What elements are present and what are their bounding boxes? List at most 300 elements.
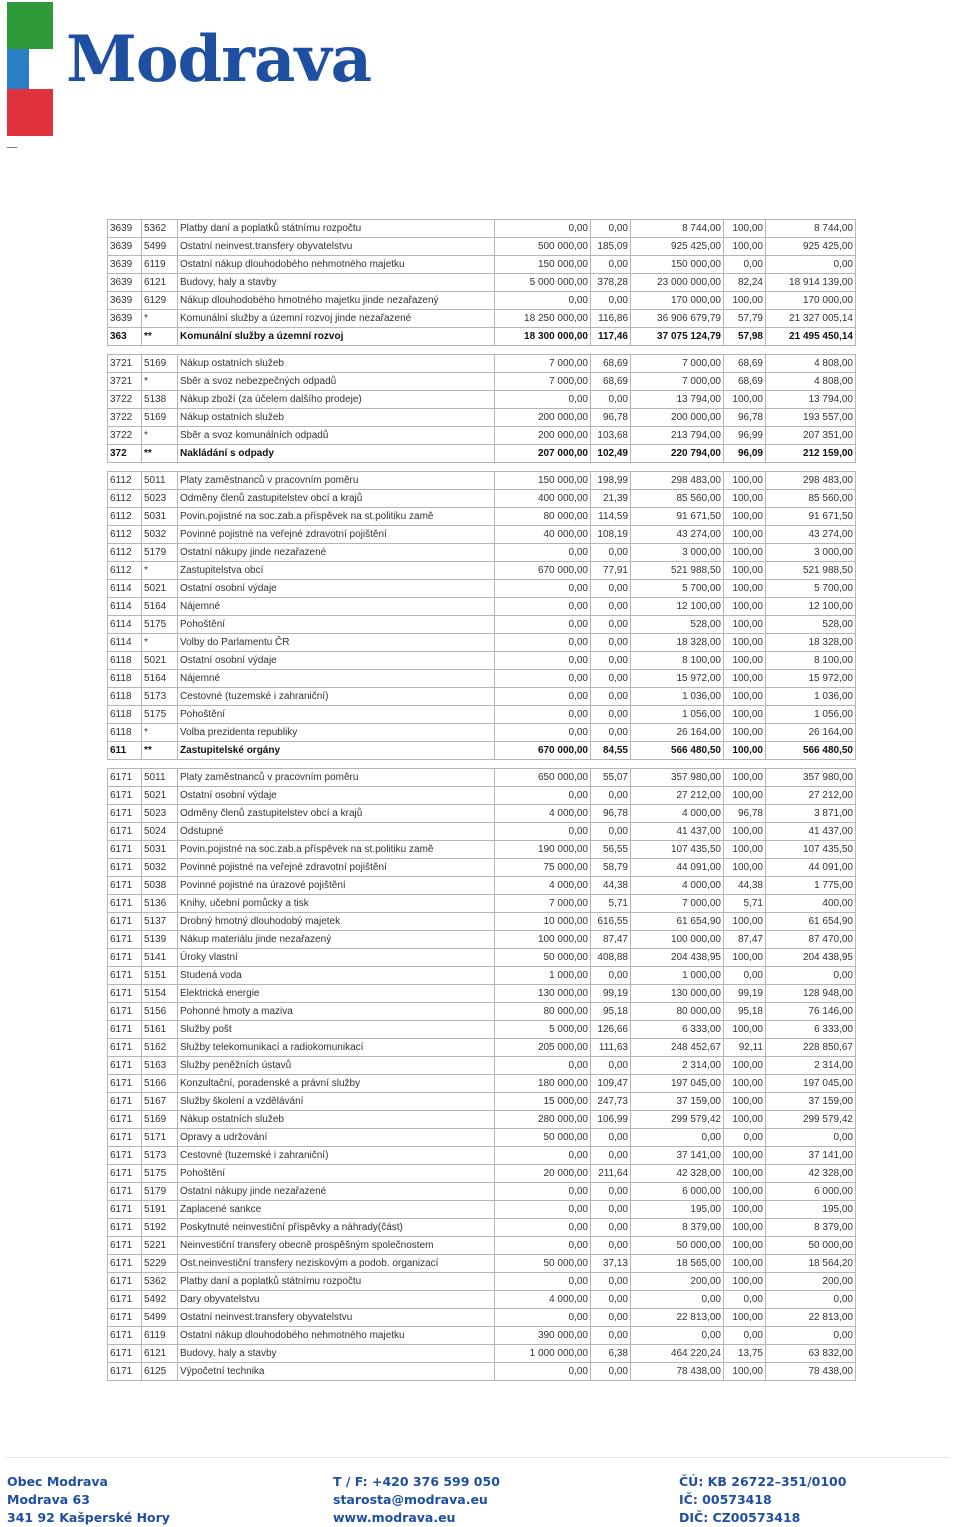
adjusted-budget-cell: 37 159,00 [631,1093,724,1111]
table-row [108,1039,856,1057]
budget-cell: 650 000,00 [495,769,591,787]
description-cell: Ostatní neinvest.transfery obyvatelstvu [178,1309,495,1327]
actual-cell: 212 159,00 [766,445,856,463]
pct-adjusted-cell: 99,19 [724,985,766,1003]
spacer-cell [108,760,856,769]
polozka-cell: 5021 [142,580,178,598]
description-cell: Pohoštění [178,616,495,634]
pct-adjusted-cell: 100,00 [724,742,766,760]
budget-cell: 18 250 000,00 [495,310,591,328]
actual-cell: 1 775,00 [766,877,856,895]
table-row [108,1327,856,1345]
budget-cell: 5 000 000,00 [495,274,591,292]
paragraf-cell: 6171 [108,1363,142,1381]
pct-budget-cell: 114,59 [591,508,631,526]
polozka-cell: 5023 [142,490,178,508]
polozka-cell: 6129 [142,292,178,310]
pct-adjusted-cell: 100,00 [724,544,766,562]
pct-adjusted-cell: 100,00 [724,1147,766,1165]
table-row [108,562,856,580]
actual-cell: 50 000,00 [766,1237,856,1255]
pct-budget-cell: 0,00 [591,823,631,841]
polozka-cell: 5136 [142,895,178,913]
pct-budget-cell: 0,00 [591,544,631,562]
paragraf-cell: 6171 [108,1255,142,1273]
adjusted-budget-cell: 50 000,00 [631,1237,724,1255]
description-cell: Ostatní nákupy jinde nezařazené [178,1183,495,1201]
description-cell: Služby peněžních ústavů [178,1057,495,1075]
table-row [108,769,856,787]
pct-budget-cell: 108,19 [591,526,631,544]
adjusted-budget-cell: 195,00 [631,1201,724,1219]
pct-adjusted-cell: 100,00 [724,508,766,526]
paragraf-cell: 6171 [108,1237,142,1255]
actual-cell: 37 141,00 [766,1147,856,1165]
paragraf-cell: 6112 [108,526,142,544]
pct-adjusted-cell: 100,00 [724,1309,766,1327]
actual-cell: 87 470,00 [766,931,856,949]
pct-adjusted-cell: 100,00 [724,616,766,634]
pct-budget-cell: 0,00 [591,1273,631,1291]
paragraf-cell: 6171 [108,1129,142,1147]
polozka-cell: 5021 [142,652,178,670]
adjusted-budget-cell: 100 000,00 [631,931,724,949]
divider [7,147,17,148]
polozka-cell: 5179 [142,544,178,562]
description-cell: Konzultační, poradenské a právní služby [178,1075,495,1093]
budget-cell: 670 000,00 [495,562,591,580]
polozka-cell: 5164 [142,598,178,616]
pct-adjusted-cell: 100,00 [724,598,766,616]
paragraf-cell: 3639 [108,256,142,274]
pct-budget-cell: 0,00 [591,1183,631,1201]
polozka-cell: 5169 [142,409,178,427]
table-row-total [108,742,856,760]
pct-budget-cell: 0,00 [591,598,631,616]
polozka-cell: ** [142,445,178,463]
budget-cell: 50 000,00 [495,1129,591,1147]
polozka-cell: * [142,310,178,328]
paragraf-cell: 6171 [108,805,142,823]
table-row [108,1237,856,1255]
pct-budget-cell: 6,38 [591,1345,631,1363]
table-row [108,544,856,562]
description-cell: Odměny členů zastupitelstev obcí a krajů [178,490,495,508]
description-cell: Cestovné (tuzemské i zahraniční) [178,1147,495,1165]
pct-budget-cell: 0,00 [591,652,631,670]
adjusted-budget-cell: 0,00 [631,1327,724,1345]
polozka-cell: 5163 [142,1057,178,1075]
adjusted-budget-cell: 298 483,00 [631,472,724,490]
footer-line: ČÚ: KB 26722–351/0100 [679,1474,847,1489]
paragraf-cell: 6171 [108,877,142,895]
footer-web-link[interactable]: www.modrava.eu [333,1510,456,1525]
description-cell: Platby daní a poplatků státnímu rozpočtu [178,220,495,238]
paragraf-cell: 6171 [108,1309,142,1327]
adjusted-budget-cell: 7 000,00 [631,895,724,913]
budget-cell: 7 000,00 [495,373,591,391]
paragraf-cell: 6171 [108,1201,142,1219]
polozka-cell: 5175 [142,706,178,724]
pct-budget-cell: 378,28 [591,274,631,292]
pct-adjusted-cell: 100,00 [724,949,766,967]
description-cell: Knihy, učební pomůcky a tisk [178,895,495,913]
adjusted-budget-cell: 4 000,00 [631,877,724,895]
pct-budget-cell: 198,99 [591,472,631,490]
paragraf-cell: 6171 [108,1183,142,1201]
pct-budget-cell: 126,66 [591,1021,631,1039]
actual-cell: 207 351,00 [766,427,856,445]
description-cell: Pohoštění [178,1165,495,1183]
adjusted-budget-cell: 1 056,00 [631,706,724,724]
polozka-cell: 5191 [142,1201,178,1219]
description-cell: Povinné pojistné na veřejné zdravotní pojištění [178,859,495,877]
budget-cell: 200 000,00 [495,427,591,445]
polozka-cell: ** [142,328,178,346]
actual-cell: 8 379,00 [766,1219,856,1237]
adjusted-budget-cell: 521 988,50 [631,562,724,580]
polozka-cell: 5173 [142,1147,178,1165]
polozka-cell: 5162 [142,1039,178,1057]
actual-cell: 37 159,00 [766,1093,856,1111]
polozka-cell: 6125 [142,1363,178,1381]
pct-budget-cell: 44,38 [591,877,631,895]
table-row [108,1129,856,1147]
adjusted-budget-cell: 7 000,00 [631,373,724,391]
pct-adjusted-cell: 100,00 [724,688,766,706]
paragraf-cell: 6171 [108,895,142,913]
adjusted-budget-cell: 37 141,00 [631,1147,724,1165]
actual-cell: 18 914 139,00 [766,274,856,292]
table-row [108,1219,856,1237]
table-row [108,913,856,931]
pct-budget-cell: 0,00 [591,670,631,688]
actual-cell: 8 744,00 [766,220,856,238]
actual-cell: 18 564,20 [766,1255,856,1273]
table-row [108,1363,856,1381]
pct-adjusted-cell: 100,00 [724,1201,766,1219]
table-row [108,706,856,724]
budget-cell: 150 000,00 [495,472,591,490]
table-row [108,931,856,949]
adjusted-budget-cell: 0,00 [631,1129,724,1147]
pct-adjusted-cell: 96,09 [724,445,766,463]
polozka-cell: 5499 [142,238,178,256]
pct-budget-cell: 68,69 [591,355,631,373]
actual-cell: 299 579,42 [766,1111,856,1129]
budget-cell: 40 000,00 [495,526,591,544]
pct-budget-cell: 0,00 [591,1309,631,1327]
pct-budget-cell: 0,00 [591,1327,631,1345]
table-row [108,409,856,427]
actual-cell: 357 980,00 [766,769,856,787]
paragraf-cell: 611 [108,742,142,760]
polozka-cell: 5171 [142,1129,178,1147]
row-spacer [108,760,856,769]
actual-cell: 21 495 450,14 [766,328,856,346]
adjusted-budget-cell: 528,00 [631,616,724,634]
pct-adjusted-cell: 100,00 [724,913,766,931]
adjusted-budget-cell: 107 435,50 [631,841,724,859]
pct-adjusted-cell: 44,38 [724,877,766,895]
table-row [108,355,856,373]
budget-cell: 80 000,00 [495,1003,591,1021]
polozka-cell: 6121 [142,1345,178,1363]
budget-cell: 0,00 [495,544,591,562]
pct-budget-cell: 0,00 [591,391,631,409]
pct-adjusted-cell: 100,00 [724,580,766,598]
pct-budget-cell: 185,09 [591,238,631,256]
actual-cell: 566 480,50 [766,742,856,760]
table-row [108,688,856,706]
actual-cell: 0,00 [766,1327,856,1345]
actual-cell: 6 333,00 [766,1021,856,1039]
description-cell: Komunální služby a územní rozvoj [178,328,495,346]
table-row [108,1201,856,1219]
polozka-cell: 5167 [142,1093,178,1111]
pct-adjusted-cell: 5,71 [724,895,766,913]
budget-cell: 0,00 [495,1147,591,1165]
description-cell: Budovy, haly a stavby [178,1345,495,1363]
adjusted-budget-cell: 78 438,00 [631,1363,724,1381]
table-row [108,1111,856,1129]
table-row [108,391,856,409]
budget-cell: 75 000,00 [495,859,591,877]
pct-budget-cell: 0,00 [591,616,631,634]
paragraf-cell: 6112 [108,508,142,526]
pct-budget-cell: 0,00 [591,1237,631,1255]
polozka-cell: 5031 [142,841,178,859]
pct-budget-cell: 0,00 [591,1363,631,1381]
adjusted-budget-cell: 130 000,00 [631,985,724,1003]
polozka-cell: * [142,373,178,391]
budget-cell: 4 000,00 [495,1291,591,1309]
actual-cell: 63 832,00 [766,1345,856,1363]
footer-divider [6,1457,950,1458]
adjusted-budget-cell: 91 671,50 [631,508,724,526]
budget-cell: 7 000,00 [495,895,591,913]
actual-cell: 1 036,00 [766,688,856,706]
description-cell: Neinvestiční transfery obecně prospěšným společnostem [178,1237,495,1255]
pct-adjusted-cell: 100,00 [724,1165,766,1183]
description-cell: Budovy, haly a stavby [178,274,495,292]
adjusted-budget-cell: 42 328,00 [631,1165,724,1183]
paragraf-cell: 6112 [108,490,142,508]
pct-adjusted-cell: 0,00 [724,1327,766,1345]
actual-cell: 2 314,00 [766,1057,856,1075]
budget-cell: 205 000,00 [495,1039,591,1057]
paragraf-cell: 6114 [108,634,142,652]
pct-adjusted-cell: 100,00 [724,1363,766,1381]
pct-adjusted-cell: 0,00 [724,256,766,274]
footer-line: DIČ: CZ00573418 [679,1510,801,1525]
table-row [108,427,856,445]
table-row [108,274,856,292]
pct-adjusted-cell: 0,00 [724,1129,766,1147]
polozka-cell: 5137 [142,913,178,931]
actual-cell: 528,00 [766,616,856,634]
budget-cell: 15 000,00 [495,1093,591,1111]
paragraf-cell: 6112 [108,544,142,562]
pct-adjusted-cell: 68,69 [724,355,766,373]
adjusted-budget-cell: 200,00 [631,1273,724,1291]
pct-adjusted-cell: 96,78 [724,409,766,427]
adjusted-budget-cell: 170 000,00 [631,292,724,310]
table-row [108,805,856,823]
pct-adjusted-cell: 100,00 [724,1111,766,1129]
actual-cell: 400,00 [766,895,856,913]
budget-cell: 0,00 [495,598,591,616]
paragraf-cell: 6118 [108,706,142,724]
polozka-cell: ** [142,742,178,760]
polozka-cell: 5492 [142,1291,178,1309]
paragraf-cell: 6171 [108,1291,142,1309]
actual-cell: 43 274,00 [766,526,856,544]
footer-registration [679,1473,846,1527]
budget-cell: 0,00 [495,1237,591,1255]
description-cell: Nákup dlouhodobého hmotného majetku jinde nezařazený [178,292,495,310]
table-row [108,1003,856,1021]
footer-contact [333,1473,500,1527]
description-cell: Ostatní osobní výdaje [178,652,495,670]
description-cell: Povinné pojistné na úrazové pojištění [178,877,495,895]
table-row [108,1093,856,1111]
pct-budget-cell: 95,18 [591,1003,631,1021]
budget-cell: 190 000,00 [495,841,591,859]
row-spacer [108,346,856,355]
polozka-cell: 5011 [142,769,178,787]
description-cell: Povin.pojistné na soc.zab.a příspěvek na st.politiku zamě [178,841,495,859]
table-row [108,1165,856,1183]
table-row [108,823,856,841]
budget-cell: 0,00 [495,220,591,238]
pct-adjusted-cell: 87,47 [724,931,766,949]
description-cell: Ostatní nákup dlouhodobého nehmotného majetku [178,1327,495,1345]
paragraf-cell: 6114 [108,616,142,634]
adjusted-budget-cell: 44 091,00 [631,859,724,877]
actual-cell: 5 700,00 [766,580,856,598]
paragraf-cell: 363 [108,328,142,346]
description-cell: Platy zaměstnanců v pracovním poměru [178,472,495,490]
budget-cell: 100 000,00 [495,931,591,949]
polozka-cell: 5175 [142,1165,178,1183]
adjusted-budget-cell: 26 164,00 [631,724,724,742]
description-cell: Volba prezidenta republiky [178,724,495,742]
polozka-cell: 5138 [142,391,178,409]
pct-budget-cell: 102,49 [591,445,631,463]
polozka-cell: 5151 [142,967,178,985]
description-cell: Nákup ostatních služeb [178,355,495,373]
paragraf-cell: 6171 [108,787,142,805]
table-row-total [108,328,856,346]
paragraf-cell: 6171 [108,1273,142,1291]
description-cell: Sběr a svoz komunálních odpadů [178,427,495,445]
description-cell: Sběr a svoz nebezpečných odpadů [178,373,495,391]
polozka-cell: 6121 [142,274,178,292]
polozka-cell: 6119 [142,1327,178,1345]
pct-adjusted-cell: 100,00 [724,823,766,841]
polozka-cell: 5362 [142,1273,178,1291]
actual-cell: 3 871,00 [766,805,856,823]
pct-budget-cell: 0,00 [591,706,631,724]
actual-cell: 44 091,00 [766,859,856,877]
budget-cell: 7 000,00 [495,355,591,373]
actual-cell: 228 850,67 [766,1039,856,1057]
budget-cell: 0,00 [495,823,591,841]
table-row [108,670,856,688]
actual-cell: 1 056,00 [766,706,856,724]
polozka-cell: 5011 [142,472,178,490]
paragraf-cell: 6171 [108,985,142,1003]
table-row [108,580,856,598]
table-row [108,1255,856,1273]
polozka-cell: * [142,634,178,652]
description-cell: Zastupitelstva obcí [178,562,495,580]
budget-cell: 0,00 [495,1273,591,1291]
logo-wordmark: Modrava [66,22,372,97]
polozka-cell: 6119 [142,256,178,274]
description-cell: Služby pošt [178,1021,495,1039]
pct-budget-cell: 56,55 [591,841,631,859]
polozka-cell: 5032 [142,859,178,877]
table-row [108,256,856,274]
table-row [108,895,856,913]
footer-email-link[interactable]: starosta@modrava.eu [333,1492,488,1507]
description-cell: Nákup ostatních služeb [178,409,495,427]
adjusted-budget-cell: 7 000,00 [631,355,724,373]
footer-line: 341 92 Kašperské Hory [7,1510,170,1525]
pct-budget-cell: 111,63 [591,1039,631,1057]
footer-phone: T / F: +420 376 599 050 [333,1474,500,1489]
footer-line: Obec Modrava [7,1474,108,1489]
paragraf-cell: 6118 [108,652,142,670]
pct-adjusted-cell: 100,00 [724,634,766,652]
pct-adjusted-cell: 95,18 [724,1003,766,1021]
pct-adjusted-cell: 82,24 [724,274,766,292]
adjusted-budget-cell: 197 045,00 [631,1075,724,1093]
footer-address [7,1473,170,1527]
adjusted-budget-cell: 8 100,00 [631,652,724,670]
actual-cell: 76 146,00 [766,1003,856,1021]
adjusted-budget-cell: 15 972,00 [631,670,724,688]
actual-cell: 42 328,00 [766,1165,856,1183]
actual-cell: 128 948,00 [766,985,856,1003]
pct-adjusted-cell: 100,00 [724,490,766,508]
polozka-cell: 5021 [142,787,178,805]
polozka-cell: 5169 [142,355,178,373]
pct-adjusted-cell: 100,00 [724,1273,766,1291]
paragraf-cell: 6171 [108,1093,142,1111]
description-cell: Platby daní a poplatků státnímu rozpočtu [178,1273,495,1291]
polozka-cell: 5031 [142,508,178,526]
actual-cell: 193 557,00 [766,409,856,427]
budget-cell: 670 000,00 [495,742,591,760]
paragraf-cell: 6171 [108,1075,142,1093]
table-row [108,1183,856,1201]
paragraf-cell: 372 [108,445,142,463]
budget-cell: 0,00 [495,1219,591,1237]
adjusted-budget-cell: 4 000,00 [631,805,724,823]
budget-cell: 0,00 [495,616,591,634]
pct-budget-cell: 99,19 [591,985,631,1003]
paragraf-cell: 6171 [108,1021,142,1039]
budget-cell: 0,00 [495,1309,591,1327]
budget-cell: 1 000,00 [495,967,591,985]
pct-budget-cell: 0,00 [591,724,631,742]
adjusted-budget-cell: 18 328,00 [631,634,724,652]
paragraf-cell: 6114 [108,580,142,598]
table-row [108,526,856,544]
